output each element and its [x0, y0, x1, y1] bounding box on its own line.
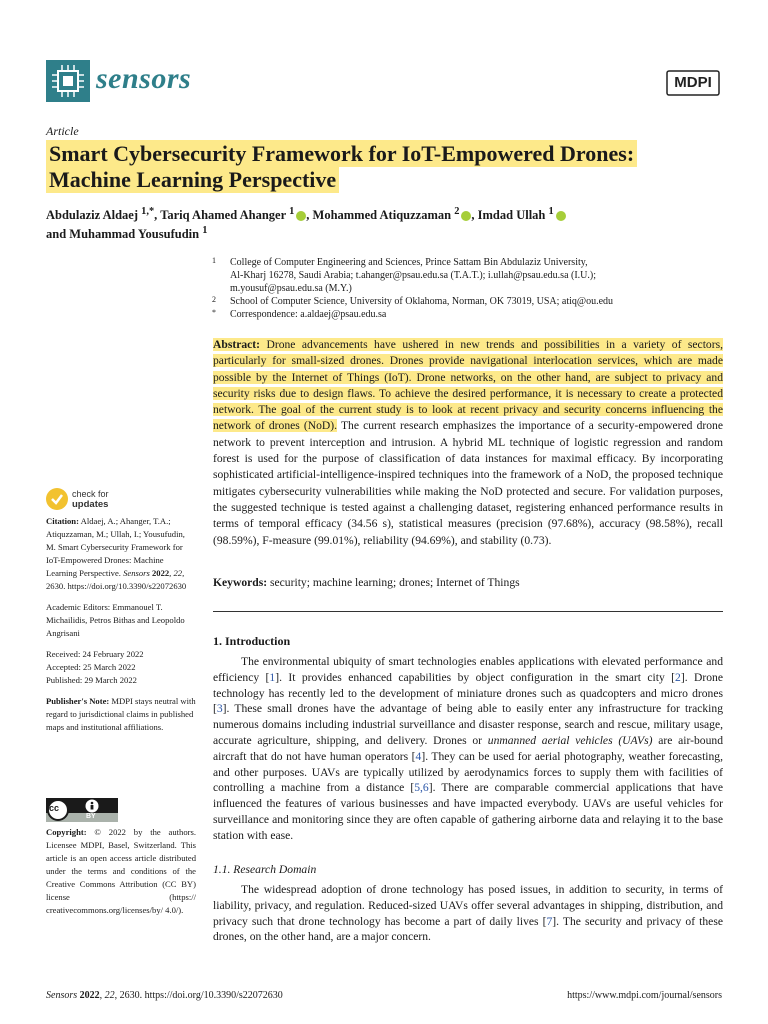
journal-logo-icon [46, 60, 90, 102]
published-date: Published: 29 March 2022 [46, 675, 137, 685]
paragraph-text: ]. It provides enhanced capabilities by object configuration in the smart city [ [275, 670, 676, 684]
journal-name[interactable]: sensors [96, 62, 192, 95]
author-affil-mark: 1,* [141, 206, 155, 217]
paragraph-text: ]. They can be used for aerial photography, weather forecasting, and other purposes. UAVs are typically utilized by aerodynamics forces to supply them with facilities of controlling a machine from a distance [ [213, 749, 724, 795]
copyright-label: Copyright: [46, 827, 87, 837]
author-name[interactable]: , Mohammed Atiquzzaman [306, 208, 455, 223]
cc-label: cc [49, 803, 60, 813]
check-for-updates-label-bold[interactable]: updates [72, 499, 109, 510]
received-date: Received: 24 February 2022 [46, 649, 144, 659]
affiliations [212, 256, 722, 321]
affiliation-line: Correspondence: a.aldaej@psau.edu.sa [230, 309, 387, 320]
reference-link[interactable]: 3 [216, 702, 223, 716]
keywords [213, 575, 723, 590]
academic-editors: Academic Editors: Emmanouel T. Michailidis, Petros Bithas and Leopoldo Angrisani [46, 602, 185, 638]
paragraph-text: ]. These small drones have the advantage of being able to easily enter any infrastructure for tracking numerous domains including industrial surveillance and disaster response, search and rescue, military usage, accurate agriculture, shipping, and delivery. Drones or [213, 702, 723, 747]
paragraph-text: The widespread adoption of drone technology has posed issues, in addition to security, in terms of liability, privacy, and regulation. Reduced-sized UAVs offer several advantages in shipping, distribution, and privacy such that drone technology has become a part of daily lives [ [213, 883, 723, 928]
footer-journal: Sensors [46, 990, 78, 1001]
author-affil-mark: 1 [548, 206, 554, 217]
article-info-sidebar [46, 515, 196, 742]
citation-doi[interactable]: , 2630. https://doi.org/10.3390/s22072630 [46, 568, 187, 591]
author-name[interactable]: Abdulaziz Aldaej [46, 208, 142, 223]
author-affil-mark: 2 [454, 206, 460, 217]
affiliation-mark: 2 [212, 295, 216, 304]
copyright [46, 826, 196, 917]
affiliation-item [212, 308, 722, 321]
reference-link[interactable]: 1 [269, 670, 276, 684]
author-affil-mark: 1 [289, 206, 295, 217]
affiliation-line: College of Computer Engineering and Sciences, Prince Sattam Bin Abdulaziz University, [230, 257, 588, 268]
citation-text: Aldaej, A.; Ahanger, T.A.; Atiquzzaman, M.; Ullah, I.; Yousufudin, M. Smart Cybersecurity Framework for IoT-Empowered Drones: Machine Learning Perspective. [46, 516, 185, 578]
affiliation-item [212, 256, 722, 295]
publishers-note [46, 695, 196, 734]
orcid-icon[interactable] [461, 211, 471, 221]
dates [46, 648, 196, 687]
reference-link[interactable]: 5,6 [414, 781, 429, 795]
abstract [213, 337, 723, 549]
copyright-text: © 2022 by the authors. Licensee MDPI, Basel, Switzerland. This article is an open access article distributed under the terms and conditions of the Creative Commons Attribution (CC BY) license (https:// creativecommons.org/licenses/by/ 4.0/). [46, 827, 196, 915]
section-divider [213, 611, 723, 612]
affiliation-line: Al-Kharj 16278, Saudi Arabia; t.ahanger@psau.edu.sa (T.A.T.); i.ullah@psau.edu.sa (I.U.); [230, 270, 597, 281]
paragraph-emphasis: unmanned aerial vehicles (UAVs) [487, 733, 653, 747]
publisher-logo[interactable] [666, 70, 720, 96]
paragraph-text: ]. The security and privacy of these drones, on the other hand, are a major concern. [213, 914, 723, 944]
footer-citation [46, 990, 283, 1001]
citation-journal: Sensors [123, 568, 150, 578]
publisher-name: MDPI [674, 74, 712, 91]
article-type: Article [46, 124, 79, 138]
intro-paragraph-2 [213, 882, 723, 945]
paragraph-text: ]. Drone technology has recently led to the development of miniature drones such as quadcopters and micro drones [ [213, 670, 723, 716]
citation-volume: , 22 [169, 568, 183, 578]
footer-year: 2022 [77, 990, 100, 1001]
cc-by-license-icon[interactable] [46, 798, 118, 822]
footer-volume: , 22 [99, 990, 115, 1001]
check-for-updates-label[interactable]: check for [72, 489, 109, 499]
abstract-highlighted-text: Drone advancements have ushered in new trends and possibilities in a variety of sectors, particularly for small-sized drones. Drones provide navigational interlocation services, which are made possible by the Internet of Things (IoT). Drone networks, on the other hand, are subject to privacy and security risks due to design flaws. To achieve the desired performance, it is necessary to create a protected network. The goal of the current study is to look at recent privacy and security concerns influencing the network of drones (NoD). [213, 338, 723, 433]
paragraph-text: ]. There are comparable commercial applications that have influenced the features of various businesses and have impacted everybody. UAVs are useful vehicles for surveillance and monitoring since they are often capable of gathering airborne data and relaying it to the base station with ease. [213, 781, 723, 842]
orcid-icon[interactable] [296, 211, 306, 221]
affiliation-item [212, 295, 722, 308]
reference-link[interactable]: 2 [675, 670, 681, 684]
orcid-icon[interactable] [556, 211, 566, 221]
section-heading-introduction: 1. Introduction [213, 634, 291, 648]
publishers-note-label: Publisher's Note: [46, 696, 110, 706]
accepted-date: Accepted: 25 March 2022 [46, 662, 136, 672]
affiliation-mark: 1 [212, 256, 216, 265]
title-line-1: Smart Cybersecurity Framework for IoT-Empowered Drones: [46, 140, 637, 167]
affiliation-line: m.yousuf@psau.edu.sa (M.Y.) [230, 283, 352, 294]
affiliation-mark: * [212, 308, 216, 317]
check-for-updates-icon[interactable] [46, 488, 68, 510]
reference-link[interactable]: 7 [546, 914, 553, 928]
abstract-text: The current research emphasizes the importance of a security-empowered drone network to prevent interception and intrusion. A hybrid ML technique of logistic regression and random forest is used for the purpose of classification of data instances for maximal efficacy. By incorporating sophisticated artificial-intelligence-inspired techniques into the framework of a NoD, the proposed technique mitigates cybersecurity vulnerabilities while making the NoD protected and secure. For validation purposes, the suggested technique is tested against a challenging dataset, registering enhanced performance results in terms of temporal efficacy (34.56 s), statistical measures (precision (97.68%), accuracy (98.58%), recall (98.59%), F-measure (99.01%), reliability (94.69%), and stability (0.73). [213, 419, 723, 547]
footer-doi[interactable]: , 2630. https://doi.org/10.3390/s22072630 [114, 990, 283, 1001]
footer-journal-url[interactable]: https://www.mdpi.com/journal/sensors [567, 990, 722, 1001]
keywords-text: security; machine learning; drones; Internet of Things [267, 576, 520, 589]
intro-paragraph-1 [213, 654, 723, 844]
author-affil-mark: 1 [202, 225, 208, 237]
paragraph-text: The environmental ubiquity of smart technologies enables applications with elevated performance and efficiency [ [213, 655, 723, 684]
cc-by-label: BY [86, 813, 96, 820]
keywords-label: Keywords: [213, 576, 268, 589]
author-name[interactable]: , Tariq Ahamed Ahanger [154, 208, 290, 223]
reference-link[interactable]: 4 [415, 749, 422, 763]
affiliation-line: School of Computer Science, University of Oklahoma, Norman, OK 73019, USA; atiq@ou.edu [230, 296, 614, 307]
author-name[interactable]: and Muhammad Yousufudin [46, 227, 203, 242]
citation [46, 515, 196, 593]
citation-label: Citation: [46, 516, 79, 526]
article-title [46, 141, 726, 193]
title-line-2: Machine Learning Perspective [46, 166, 339, 193]
citation-year: 2022 [149, 568, 170, 578]
author-list [46, 204, 726, 242]
publishers-note-text: MDPI stays neutral with regard to jurisdictional claims in published maps and institutional affiliations. [46, 696, 196, 732]
abstract-label: Abstract: [213, 338, 261, 351]
subsection-heading-research-domain: 1.1. Research Domain [213, 863, 317, 876]
paragraph-text: are air-bound aircraft that do not have human operators [ [213, 733, 723, 763]
author-name[interactable]: , Imdad Ullah [471, 208, 549, 223]
